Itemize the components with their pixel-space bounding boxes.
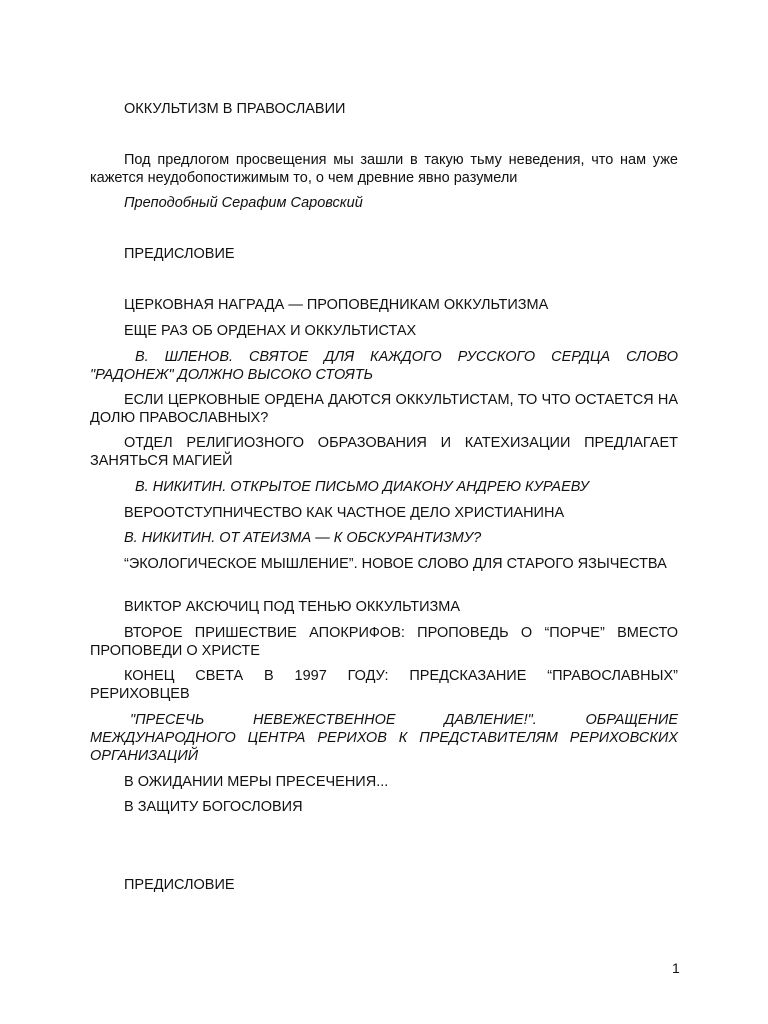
toc-item: “ЭКОЛОГИЧЕСКОЕ МЫШЛЕНИЕ”. НОВОЕ СЛОВО ДЛЯ СТАРОГО ЯЗЫЧЕСТВА xyxy=(124,556,667,572)
toc-item: В ОЖИДАНИИ МЕРЫ ПРЕСЕЧЕНИЯ... xyxy=(124,774,389,790)
toc-item: В ЗАЩИТУ БОГОСЛОВИЯ xyxy=(124,799,303,815)
epigraph-author: Преподобный Серафим Саровский xyxy=(124,195,363,211)
epigraph-text: Под предлогом просвещения мы зашли в такую тьму неведения, что нам уже кажется неудобопостижимым то, о чем древние явно разумели xyxy=(90,152,678,186)
section-heading: ПРЕДИСЛОВИЕ xyxy=(124,877,235,893)
toc-item: ОТДЕЛ РЕЛИГИОЗНОГО ОБРАЗОВАНИЯ И КАТЕХИЗАЦИИ ПРЕДЛАГАЕТ ЗАНЯТЬСЯ МАГИЕЙ xyxy=(90,435,678,469)
toc-item: ВЕРООТСТУПНИЧЕСТВО КАК ЧАСТНОЕ ДЕЛО ХРИСТИАНИНА xyxy=(124,505,565,521)
toc-item: ЕЩЕ РАЗ ОБ ОРДЕНАХ И ОККУЛЬТИСТАХ xyxy=(124,323,417,339)
toc-item: В. ШЛЕНОВ. СВЯТОЕ ДЛЯ КАЖДОГО РУССКОГО СЕРДЦА СЛОВО "РАДОНЕЖ" ДОЛЖНО ВЫСОКО СТОЯТЬ xyxy=(90,349,678,383)
toc-item: ВИКТОР АКСЮЧИЦ ПОД ТЕНЬЮ ОККУЛЬТИЗМА xyxy=(124,599,461,615)
toc-item: В. НИКИТИН. ОТКРЫТОЕ ПИСЬМО ДИАКОНУ АНДРЕЮ КУРАЕВУ xyxy=(135,479,589,495)
toc-item: ЦЕРКОВНАЯ НАГРАДА — ПРОПОВЕДНИКАМ ОККУЛЬТИЗМА xyxy=(124,297,549,313)
toc-item: ВТОРОЕ ПРИШЕСТВИЕ АПОКРИФОВ: ПРОПОВЕДЬ О “ПОРЧЕ” ВМЕСТО ПРОПОВЕДИ О ХРИСТЕ xyxy=(90,625,678,659)
toc-item: В. НИКИТИН. ОТ АТЕИЗМА — К ОБСКУРАНТИЗМУ? xyxy=(124,530,482,546)
toc-item: ЕСЛИ ЦЕРКОВНЫЕ ОРДЕНА ДАЮТСЯ ОККУЛЬТИСТАМ, ТО ЧТО ОСТАЕТСЯ НА ДОЛЮ ПРАВОСЛАВНЫХ? xyxy=(90,392,678,426)
page-number: 1 xyxy=(672,960,680,976)
toc-item: "ПРЕСЕЧЬ НЕВЕЖЕСТВЕННОЕ ДАВЛЕНИЕ!". ОБРАЩЕНИЕ МЕЖДУНАРОДНОГО ЦЕНТРА РЕРИХОВ К ПРЕДСТАВИТЕЛЯМ РЕРИХОВСКИХ ОРГАНИЗАЦИЙ xyxy=(90,712,678,764)
document-title: ОККУЛЬТИЗМ В ПРАВОСЛАВИИ xyxy=(124,101,346,117)
toc-heading: ПРЕДИСЛОВИЕ xyxy=(124,246,235,262)
toc-item: КОНЕЦ СВЕТА В 1997 ГОДУ: ПРЕДСКАЗАНИЕ “ПРАВОСЛАВНЫХ” РЕРИХОВЦЕВ xyxy=(90,668,678,702)
